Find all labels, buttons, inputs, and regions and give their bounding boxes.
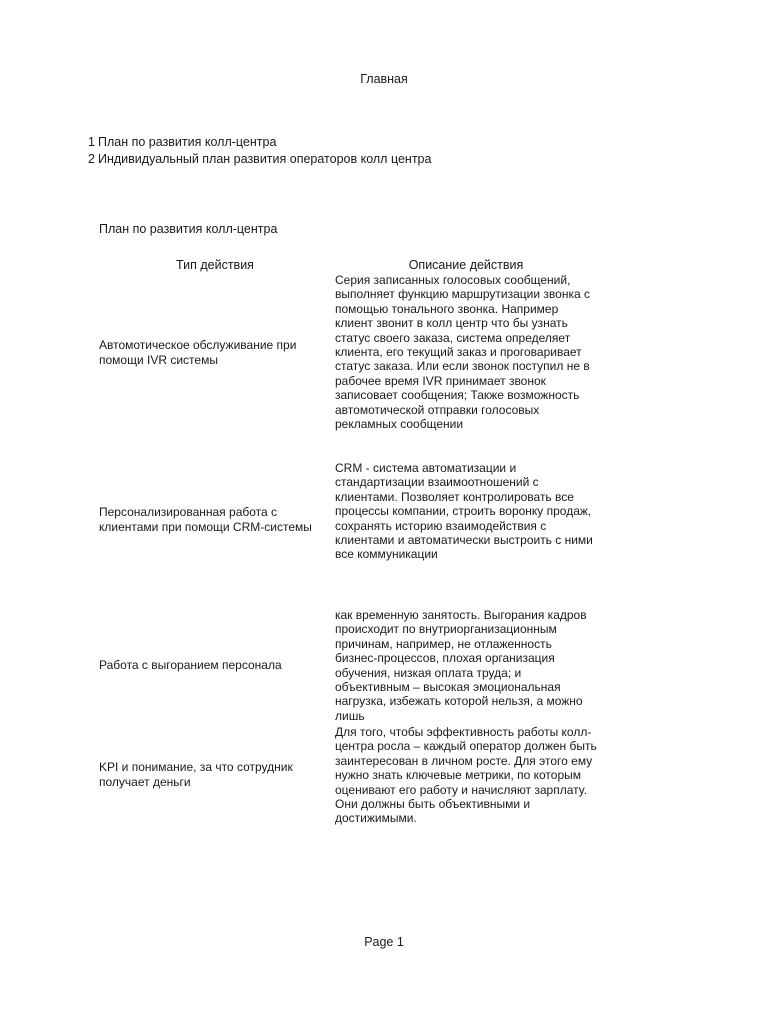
action-type-cell: Работа с выгоранием персонала [99,658,282,672]
table-of-contents [88,134,431,168]
column-header-type: Тип действия [176,258,254,272]
toc-item[interactable] [88,134,431,151]
toc-item-label[interactable]: Индивидуальный план развития операторов колл центра [98,152,432,166]
action-description-cell: как временную занятость. Выгорания кадров происходит по внутриорганизационным причинам, например, не отлаженность бизнес-процессов, плохая организация обучения, низкая оплата труда; и объективным – высокая эмоциональная нагрузка, избежать которой нельзя, а можно лишь [335,608,587,723]
column-header-description: Описание действия [408,258,524,272]
toc-item-number: 2 [88,152,95,166]
action-type-cell: Автомотическое обслуживание при помощи IVR системы [99,338,297,367]
action-type-cell: Персонализированная работа с клиентами при помощи CRM-системы [99,505,312,534]
section-title: План по развития колл-центра [99,222,278,236]
page-header-title: Главная [360,72,408,86]
toc-item[interactable] [88,151,431,168]
page-number: Page 1 [364,935,404,949]
action-description-cell: Серия записанных голосовых сообщений, выполняет функцию маршрутизации звонка с помощью тонального звонка. Например клиент звонит в колл центр что бы узнать статус своего заказа, система определяет клиента, его текущий заказ и проговаривает статус заказа. Или если звонок поступил не в рабочее время IVR принимает звонок записовает сообщения; Также возможность автомотической отправки голосовых рекламных сообщении [335,273,590,432]
toc-item-label[interactable]: План по развития колл-центра [98,135,277,149]
toc-item-number: 1 [88,135,95,149]
action-description-cell: Для того, чтобы эффективность работы колл-центра росла – каждый оператор должен быть заинтересован в личном росте. Для этого ему нужно знать ключевые метрики, по которым оценивают его работу и начисляют зарплату. Они должны быть объективными и достижимыми. [335,725,597,826]
action-type-cell: KPI и понимание, за что сотрудник получает деньги [99,760,293,789]
action-description-cell: CRM - система автоматизации и стандартизации взаимоотношений с клиентами. Позволяет контролировать все процессы компании, строить воронку продаж, сохранять историю взаимодействия с клиентами и автоматически выстроить с ними все коммуникации [335,461,593,562]
